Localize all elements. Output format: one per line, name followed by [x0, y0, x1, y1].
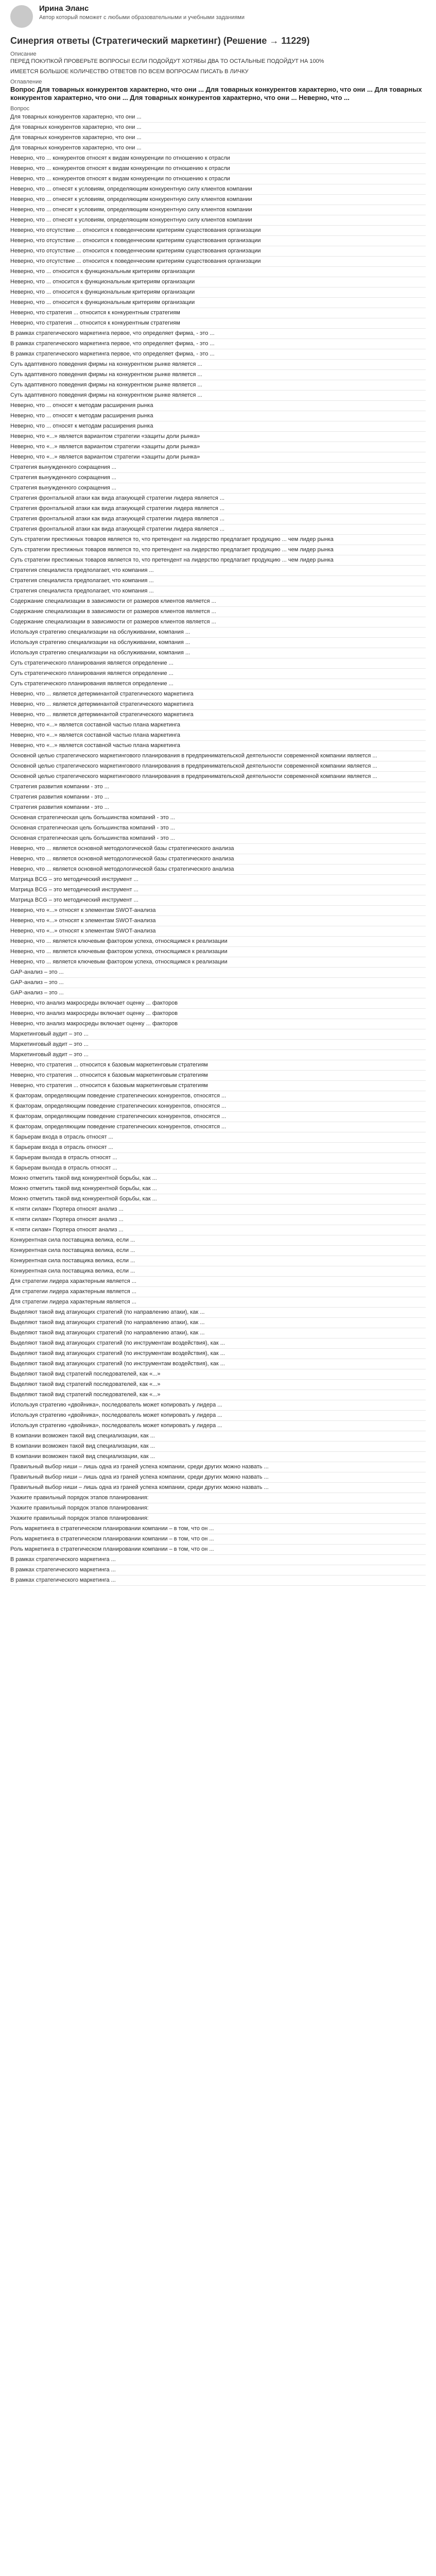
avatar[interactable]: [10, 5, 33, 28]
list-item: Основная стратегическая цель большинства компаний - это ...: [10, 834, 426, 844]
list-item: Выделяют такой вид стратегий последователей, как «...»: [10, 1390, 426, 1400]
list-item: Стратегия фронтальной атаки как вида атакующей стратегии лидера является ...: [10, 494, 426, 504]
list-item: Суть стратегического планирования является определение ...: [10, 669, 426, 679]
list-item: Неверно, что ... относят к методам расширения рынка: [10, 401, 426, 411]
list-item: Маркетинговый аудит – это ...: [10, 1040, 426, 1050]
list-item: Неверно, что ... отнесят к условиям, определяющим конкурентную силу клиентов компании: [10, 205, 426, 215]
list-item: Правильный выбор ниши – лишь одна из граней успеха компании, среди других можно назвать ...: [10, 1483, 426, 1493]
list-item: В рамках стратегического маркетинга ...: [10, 1555, 426, 1565]
list-item: Стратегия фронтальной атаки как вида атакующей стратегии лидера является ...: [10, 524, 426, 535]
list-item: Неверно, что ... конкурентов относят к видам конкуренции по отношению к отрасли: [10, 154, 426, 164]
list-item: Неверно, что анализ макросреды включает оценку ... факторов: [10, 1019, 426, 1029]
list-item: В рамках стратегического маркетинга первое, что определяет фирма, - это ...: [10, 329, 426, 339]
list-item: Суть стратегии престижных товаров является то, что претендент на лидерство предлагает продукцию ... чем лидер рынка: [10, 535, 426, 545]
list-item: Неверно, что ... является детерминантой стратегического маркетинга: [10, 710, 426, 720]
author-name[interactable]: Ирина Эланс: [39, 4, 89, 13]
author-info: [39, 4, 245, 21]
list-item: Используя стратегию специализации на обслуживании, компания ...: [10, 628, 426, 638]
list-item: Неверно, что «...» относят к элементам SWOT-анализа: [10, 916, 426, 926]
list-item: В рамках стратегического маркетинга первое, что определяет фирма, - это ...: [10, 339, 426, 349]
description-line-1: ПЕРЕД ПОКУПКОЙ ПРОВЕРЬТЕ ВОПРОСЫ! ЕСЛИ ПОДОЙДУТ ХОТЯБЫ ДВА ТО ОСТАЛЬНЫЕ ПОДОЙДУТ НА 100%: [10, 58, 324, 64]
list-item: Правильный выбор ниши – лишь одна из граней успеха компании, среди других можно назвать ...: [10, 1472, 426, 1483]
list-item: Неверно, что стратегия ... относится к конкурентным стратегиям: [10, 318, 426, 329]
list-item: Неверно, что «...» является составной частью плана маркетинга: [10, 741, 426, 751]
toc-text: Вопрос Для товарных конкурентов характерно, что они ... Для товарных конкурентов характерно, что они ... Для товарных конкурентов характерно, что они ... Для товарных конкурентов характерно, что они ... Неверно, что ...: [10, 86, 422, 101]
list-item: Основная стратегическая цель большинства компаний - это ...: [10, 813, 426, 823]
list-item: Неверно, что «...» является вариантом стратегии «защиты доли рынка»: [10, 452, 426, 463]
list-item: К факторам, определяющим поведение стратегических конкурентов, относятся ...: [10, 1091, 426, 1101]
list-item: Неверно, что анализ макросреды включает оценку ... факторов: [10, 1009, 426, 1019]
list-item: К факторам, определяющим поведение стратегических конкурентов, относятся ...: [10, 1122, 426, 1132]
question-label: Вопрос: [10, 106, 30, 112]
list-item: Конкурентная сила поставщика велика, если ...: [10, 1246, 426, 1256]
page-title: Синергия ответы (Стратегический маркетинг) (Решение → 11229): [10, 36, 310, 46]
list-item: GAP-анализ – это ...: [10, 968, 426, 978]
list-item: Основной целью стратегического маркетингового планирования в предпринимательской деятельности современной компании является ...: [10, 761, 426, 772]
list-item: Неверно, что ... является основной методологической базы стратегического анализа: [10, 844, 426, 854]
list-item: К «пяти силам» Портера относят анализ ...: [10, 1225, 426, 1235]
list-item: Содержание специализации в зависимости от размеров клиентов является ...: [10, 607, 426, 617]
list-item: Выделяют такой вид атакующих стратегий (по инструментам воздействия), как ...: [10, 1349, 426, 1359]
list-item: В рамках стратегического маркетинга ...: [10, 1565, 426, 1575]
list-item: Матрица BCG – это методический инструмент ...: [10, 875, 426, 885]
list-item: Неверно, что «...» является вариантом стратегии «защиты доли рынка»: [10, 442, 426, 452]
list-item: Укажите правильный порядок этапов планирования:: [10, 1503, 426, 1514]
list-item: Неверно, что отсутствие ... относится к поведенческим критериям существования организации: [10, 236, 426, 246]
list-item: Основной целью стратегического маркетингового планирования в предпринимательской деятельности современной компании является ...: [10, 751, 426, 761]
list-item: Для товарных конкурентов характерно, что они ...: [10, 123, 426, 133]
list-item: Неверно, что «...» является составной частью плана маркетинга: [10, 731, 426, 741]
list-item: Используя стратегию «двойника», последователь может копировать у лидера ...: [10, 1411, 426, 1421]
list-item: В компании возможен такой вид специализации, как ...: [10, 1431, 426, 1442]
list-item: Стратегия вынужденного сокращения ...: [10, 463, 426, 473]
list-item: Маркетинговый аудит – это ...: [10, 1029, 426, 1040]
list-item: Используя стратегию «двойника», последователь может копировать у лидера ...: [10, 1400, 426, 1411]
list-item: Неверно, что ... отнесят к условиям, определяющим конкурентную силу клиентов компании: [10, 215, 426, 226]
list-item: Стратегия фронтальной атаки как вида атакующей стратегии лидера является ...: [10, 504, 426, 514]
list-item: Суть адаптивного поведения фирмы на конкурентном рынке является ...: [10, 380, 426, 391]
list-item: В компании возможен такой вид специализации, как ...: [10, 1452, 426, 1462]
list-item: Неверно, что ... относят к методам расширения рынка: [10, 421, 426, 432]
list-item: К барьерам входа в отрасль относят ...: [10, 1143, 426, 1153]
list-item: Матрица BCG – это методический инструмент ...: [10, 885, 426, 895]
list-item: Неверно, что стратегия ... относится к базовым маркетинговым стратегиям: [10, 1071, 426, 1081]
list-item: Используя стратегию специализации на обслуживании, компания ...: [10, 648, 426, 658]
description-line-2: ИМЕЕТСЯ БОЛЬШОЕ КОЛИЧЕСТВО ОТВЕТОВ ПО ВСЕМ ВОПРОСАМ ПИСАТЬ В ЛИЧКУ: [10, 69, 249, 75]
list-item: GAP-анализ – это ...: [10, 988, 426, 998]
list-item: Суть стратегии престижных товаров является то, что претендент на лидерство предлагает продукцию ... чем лидер рынка: [10, 545, 426, 555]
list-item: Можно отметить такой вид конкурентной борьбы, как ...: [10, 1184, 426, 1194]
list-item: Неверно, что «...» является составной частью плана маркетинга: [10, 720, 426, 731]
list-item: Используя стратегию специализации на обслуживании, компания ...: [10, 638, 426, 648]
list-item: Роль маркетинга в стратегическом планировании компании – в том, что он ...: [10, 1524, 426, 1534]
list-item: Суть адаптивного поведения фирмы на конкурентном рынке является ...: [10, 391, 426, 401]
author-description: Автор который поможет с любыми образовательными и учебными заданиями: [39, 14, 245, 21]
list-item: Для товарных конкурентов характерно, что они ...: [10, 112, 426, 123]
list-item: Выделяют такой вид стратегий последователей, как «...»: [10, 1369, 426, 1380]
list-item: Неверно, что отсутствие ... относится к поведенческим критериям существования организации: [10, 246, 426, 257]
list-item: Для товарных конкурентов характерно, что они ...: [10, 133, 426, 143]
list-item: Неверно, что ... отнесят к условиям, определяющим конкурентную силу клиентов компании: [10, 184, 426, 195]
list-item: Неверно, что отсутствие ... относится к поведенческим критериям существования организации: [10, 226, 426, 236]
list-item: Неверно, что ... является основной методологической базы стратегического анализа: [10, 865, 426, 875]
list-item: Неверно, что ... относится к функциональным критериям организации: [10, 277, 426, 287]
list-item: Стратегия развития компании - это ...: [10, 803, 426, 813]
list-item: Стратегия фронтальной атаки как вида атакующей стратегии лидера является ...: [10, 514, 426, 524]
list-item: Конкурентная сила поставщика велика, если ...: [10, 1266, 426, 1277]
list-item: Суть стратегического планирования является определение ...: [10, 658, 426, 669]
list-item: Правильный выбор ниши – лишь одна из граней успеха компании, среди других можно назвать ...: [10, 1462, 426, 1472]
list-item: Стратегия специалиста предполагает, что компания ...: [10, 576, 426, 586]
list-item: Роль маркетинга в стратегическом планировании компании – в том, что он ...: [10, 1545, 426, 1555]
list-item: Стратегия развития компании - это ...: [10, 792, 426, 803]
author-header: [10, 4, 426, 34]
list-item: Неверно, что ... является детерминантой стратегического маркетинга: [10, 689, 426, 700]
list-item: К барьерам выхода в отрасль относят ...: [10, 1163, 426, 1174]
list-item: Суть стратегии престижных товаров является то, что претендент на лидерство предлагает продукцию ... чем лидер рынка: [10, 555, 426, 566]
list-item: Выделяют такой вид атакующих стратегий (по направлению атаки), как ...: [10, 1308, 426, 1318]
toc-label: Оглавление: [10, 79, 42, 85]
list-item: Можно отметить такой вид конкурентной борьбы, как ...: [10, 1194, 426, 1205]
list-item: Неверно, что стратегия ... относится к базовым маркетинговым стратегиям: [10, 1060, 426, 1071]
list-item: К факторам, определяющим поведение стратегических конкурентов, относятся ...: [10, 1112, 426, 1122]
list-item: Неверно, что ... относится к функциональным критериям организации: [10, 267, 426, 277]
list-item: К «пяти силам» Портера относят анализ ...: [10, 1205, 426, 1215]
list-item: Содержание специализации в зависимости от размеров клиентов является ...: [10, 617, 426, 628]
list-item: Выделяют такой вид стратегий последователей, как «...»: [10, 1380, 426, 1390]
list-item: Содержание специализации в зависимости от размеров клиентов является ...: [10, 597, 426, 607]
list-item: К барьерам выхода в отрасль относят ...: [10, 1153, 426, 1163]
list-item: Суть адаптивного поведения фирмы на конкурентном рынке является ...: [10, 360, 426, 370]
list-item: Основная стратегическая цель большинства компаний - это ...: [10, 823, 426, 834]
list-item: Маркетинговый аудит – это ...: [10, 1050, 426, 1060]
list-item: Стратегия вынужденного сокращения ...: [10, 483, 426, 494]
list-item: Стратегия вынужденного сокращения ...: [10, 473, 426, 483]
list-item: Суть стратегического планирования является определение ...: [10, 679, 426, 689]
list-item: В рамках стратегического маркетинга ...: [10, 1575, 426, 1586]
list-item: Стратегия развития компании - это ...: [10, 782, 426, 792]
list-item: Для стратегии лидера характерным является ...: [10, 1287, 426, 1297]
list-item: Неверно, что ... является детерминантой стратегического маркетинга: [10, 700, 426, 710]
list-item: Стратегия специалиста предполагает, что компания ...: [10, 586, 426, 597]
description-label: Описание: [10, 51, 37, 57]
list-item: Выделяют такой вид атакующих стратегий (по инструментам воздействия), как ...: [10, 1338, 426, 1349]
list-item: Неверно, что ... относится к функциональным критериям организации: [10, 287, 426, 298]
list-item: Неверно, что ... относится к функциональным критериям организации: [10, 298, 426, 308]
list-item: Для стратегии лидера характерным является ...: [10, 1277, 426, 1287]
list-item: Неверно, что «...» относят к элементам SWOT-анализа: [10, 926, 426, 937]
list-item: К факторам, определяющим поведение стратегических конкурентов, относятся ...: [10, 1101, 426, 1112]
list-item: Используя стратегию «двойника», последователь может копировать у лидера ...: [10, 1421, 426, 1431]
list-item: К «пяти силам» Портера относят анализ ...: [10, 1215, 426, 1225]
list-item: Роль маркетинга в стратегическом планировании компании – в том, что он ...: [10, 1534, 426, 1545]
list-item: Неверно, что отсутствие ... относится к поведенческим критериям существования организации: [10, 257, 426, 267]
list-item: Неверно, что ... является основной методологической базы стратегического анализа: [10, 854, 426, 865]
list-item: В рамках стратегического маркетинга первое, что определяет фирма, - это ...: [10, 349, 426, 360]
list-item: Для товарных конкурентов характерно, что они ...: [10, 143, 426, 154]
list-item: GAP-анализ – это ...: [10, 978, 426, 988]
list-item: Для стратегии лидера характерным является ...: [10, 1297, 426, 1308]
list-item: Неверно, что ... относят к методам расширения рынка: [10, 411, 426, 421]
list-item: Выделяют такой вид атакующих стратегий (по инструментам воздействия), как ...: [10, 1359, 426, 1369]
list-item: Выделяют такой вид атакующих стратегий (по направлению атаки), как ...: [10, 1318, 426, 1328]
list-item: Матрица BCG – это методический инструмент ...: [10, 895, 426, 906]
list-item: Неверно, что «...» является вариантом стратегии «защиты доли рынка»: [10, 432, 426, 442]
list-item: Неверно, что ... является ключевым фактором успеха, относящимся к реализации: [10, 957, 426, 968]
list-item: К барьерам входа в отрасль относят ...: [10, 1132, 426, 1143]
list-item: Суть адаптивного поведения фирмы на конкурентном рынке является ...: [10, 370, 426, 380]
list-item: Неверно, что стратегия ... относится к конкурентным стратегиям: [10, 308, 426, 318]
list-item: Выделяют такой вид атакующих стратегий (по направлению атаки), как ...: [10, 1328, 426, 1338]
list-item: Неверно, что ... конкурентов относят к видам конкуренции по отношению к отрасли: [10, 164, 426, 174]
list-item: Неверно, что ... отнесят к условиям, определяющим конкурентную силу клиентов компании: [10, 195, 426, 205]
list-item: Неверно, что ... является ключевым фактором успеха, относящимся к реализации: [10, 947, 426, 957]
list-item: Укажите правильный порядок этапов планирования:: [10, 1493, 426, 1503]
list-item: Конкурентная сила поставщика велика, если ...: [10, 1235, 426, 1246]
list-item: Неверно, что стратегия ... относится к базовым маркетинговым стратегиям: [10, 1081, 426, 1091]
list-item: В компании возможен такой вид специализации, как ...: [10, 1442, 426, 1452]
list-item: Укажите правильный порядок этапов планирования:: [10, 1514, 426, 1524]
list-item: Неверно, что ... является ключевым фактором успеха, относящимся к реализации: [10, 937, 426, 947]
list-item: Неверно, что «...» относят к элементам SWOT-анализа: [10, 906, 426, 916]
question-list: [10, 112, 426, 1586]
list-item: Стратегия специалиста предполагает, что компания ...: [10, 566, 426, 576]
list-item: Основной целью стратегического маркетингового планирования в предпринимательской деятельности современной компании является ...: [10, 772, 426, 782]
list-item: Можно отметить такой вид конкурентной борьбы, как ...: [10, 1174, 426, 1184]
list-item: Конкурентная сила поставщика велика, если ...: [10, 1256, 426, 1266]
list-item: Неверно, что анализ макросреды включает оценку ... факторов: [10, 998, 426, 1009]
list-item: Неверно, что ... конкурентов относят к видам конкуренции по отношению к отрасли: [10, 174, 426, 184]
